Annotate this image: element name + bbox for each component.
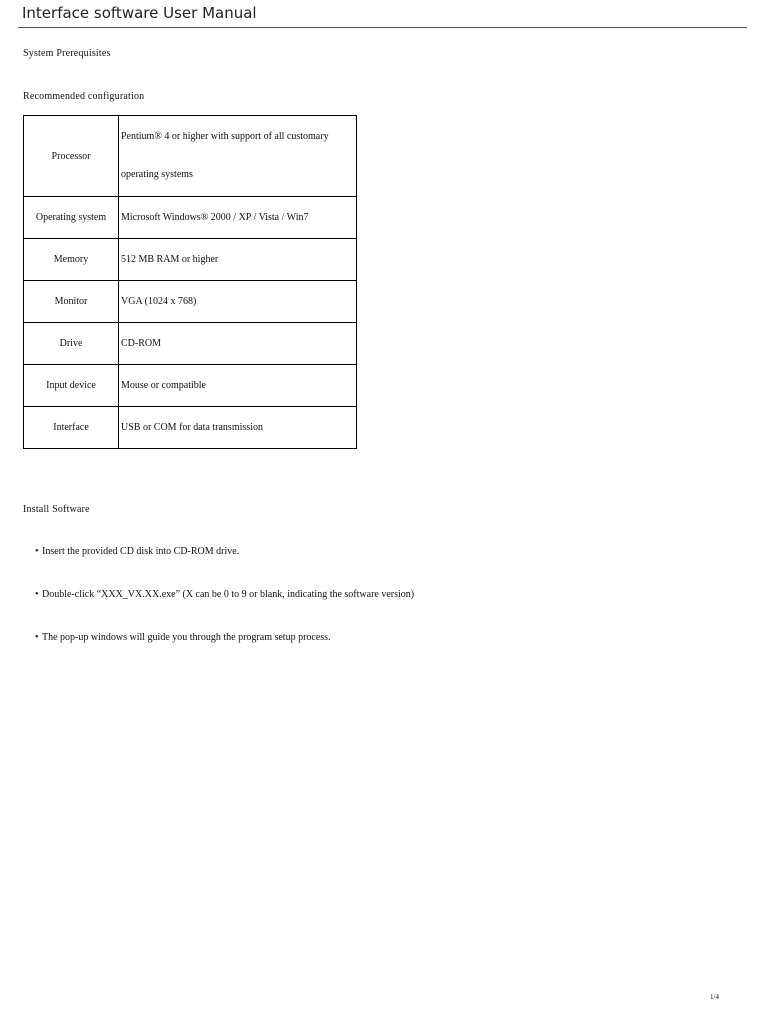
table-row-operating-system [24, 197, 357, 239]
list-item-text: Double-click “XXX_VX.XX.exe” (X can be 0 to 9 or blank, indicating the software version) [42, 589, 415, 600]
table-row-interface [24, 407, 357, 449]
row-value: CD-ROM [119, 323, 357, 365]
row-value-line: operating systems [121, 169, 193, 180]
list-item-text: Insert the provided CD disk into CD-ROM drive. [42, 546, 240, 557]
list-item [35, 546, 414, 589]
page-title: Interface software User Manual [22, 4, 257, 22]
row-label: Processor [24, 116, 119, 197]
row-value: VGA (1024 x 768) [119, 281, 357, 323]
row-label: Monitor [24, 281, 119, 323]
bullet-icon: • [35, 546, 39, 557]
list-item-text: The pop-up windows will guide you through the program setup process. [42, 632, 331, 643]
list-item [35, 589, 414, 632]
list-item [35, 632, 414, 675]
page-number: 1/4 [710, 993, 719, 1001]
install-steps-list [35, 546, 414, 675]
row-value [119, 116, 357, 197]
table-row-drive [24, 323, 357, 365]
bullet-icon: • [35, 589, 39, 600]
row-value: Mouse or compatible [119, 365, 357, 407]
row-label: Operating system [24, 197, 119, 239]
row-label: Input device [24, 365, 119, 407]
row-value-line: Pentium® 4 or higher with support of all customary [121, 131, 329, 142]
title-divider [18, 27, 747, 28]
row-label: Drive [24, 323, 119, 365]
bullet-icon: • [35, 632, 39, 643]
table-row-memory [24, 239, 357, 281]
heading-recommended-configuration: Recommended configuration [23, 91, 145, 102]
row-label: Memory [24, 239, 119, 281]
row-value: 512 MB RAM or higher [119, 239, 357, 281]
recommended-configuration-table [23, 115, 357, 449]
table-row-monitor [24, 281, 357, 323]
heading-install-software: Install Software [23, 504, 90, 515]
table-row-processor [24, 116, 357, 197]
row-label: Interface [24, 407, 119, 449]
row-value: USB or COM for data transmission [119, 407, 357, 449]
row-value: Microsoft Windows® 2000 / XP / Vista / Win7 [119, 197, 357, 239]
table-row-input-device [24, 365, 357, 407]
heading-system-prerequisites: System Prerequisites [23, 48, 111, 59]
